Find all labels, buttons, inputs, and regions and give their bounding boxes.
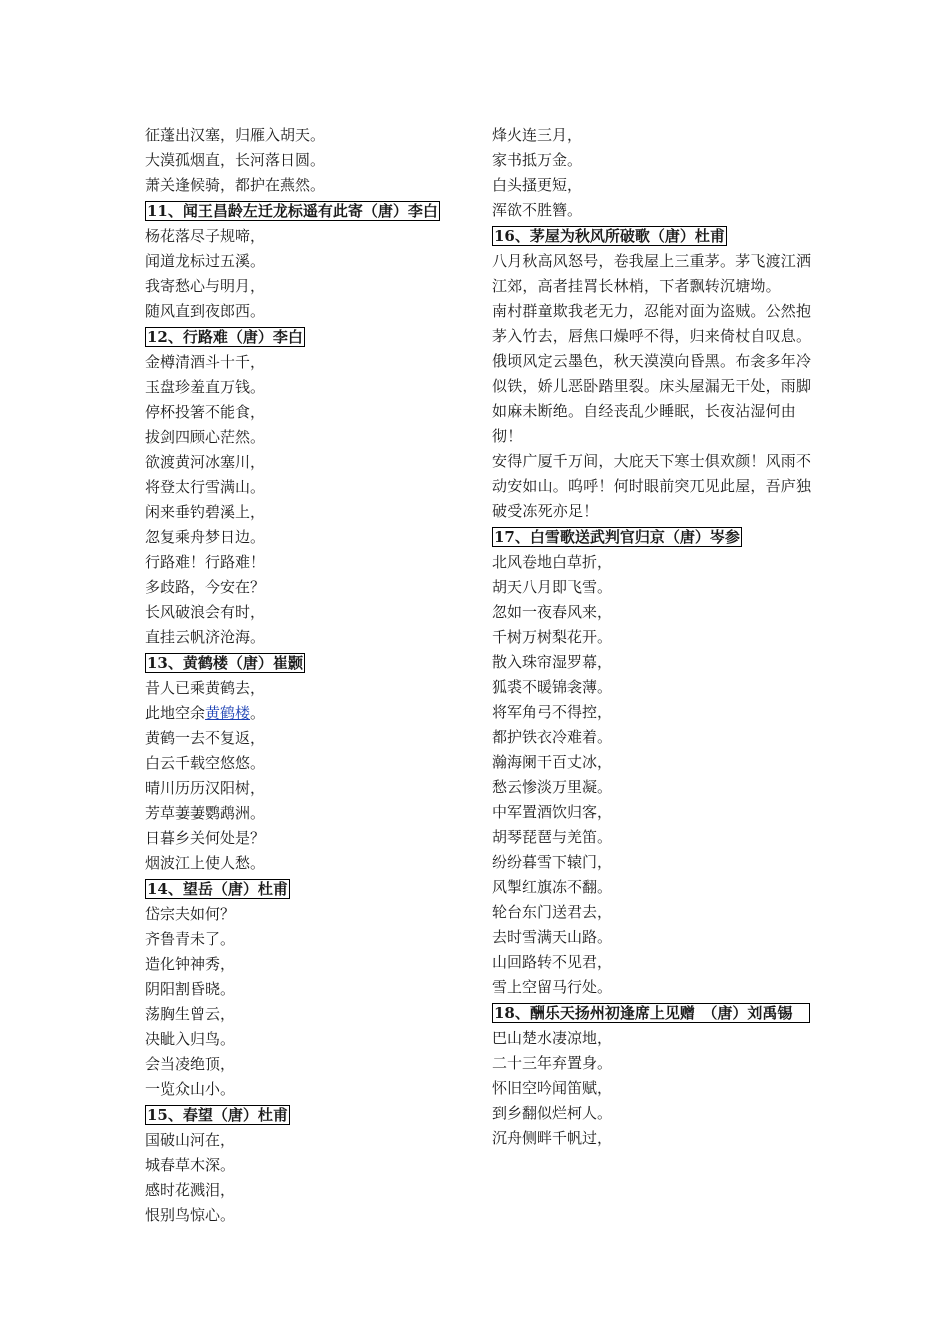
poem-10-tail xyxy=(145,123,475,198)
poem-14-body xyxy=(145,902,475,1102)
verse-line: 轮台东门送君去， xyxy=(492,903,613,921)
verse-line: 多歧路，今安在？ xyxy=(145,578,266,596)
verse-line: 黄鹤一去不复返， xyxy=(145,729,266,747)
verse-line: 白云千载空悠悠。 xyxy=(145,754,266,772)
verse-line xyxy=(145,701,475,726)
verse-line: 大漠孤烟直，长河落日圆。 xyxy=(145,151,326,169)
verse-paragraph: 俄顷风定云墨色，秋天漠漠向昏黑。布衾多年冷似铁，娇儿恶卧踏里裂。床头屋漏无干处，雨脚如麻未断绝。自经丧乱少睡眠，长夜沾湿何由彻！ xyxy=(492,352,812,445)
verse-line: 国破山河在， xyxy=(145,1131,236,1149)
verse-line: 去时雪满天山路。 xyxy=(492,928,613,946)
verse-line: 荡胸生曾云， xyxy=(145,1005,236,1023)
verse-line: 晴川历历汉阳树， xyxy=(145,779,266,797)
huanghelou-link[interactable]: 黄鹤楼 xyxy=(205,704,251,722)
verse-line: 白头搔更短， xyxy=(492,176,583,194)
verse-text: 此地空余 xyxy=(145,704,206,722)
verse-line: 日暮乡关何处是？ xyxy=(145,829,266,847)
verse-line: 中军置酒饮归客， xyxy=(492,803,613,821)
verse-line: 随风直到夜郎西。 xyxy=(145,302,266,320)
verse-line: 芳草萋萋鹦鹉洲。 xyxy=(145,804,266,822)
verse-paragraph: 八月秋高风怒号，卷我屋上三重茅。茅飞渡江洒江郊，高者挂罥长林梢，下者飘转沉塘坳。 xyxy=(492,252,812,295)
verse-line: 到乡翻似烂柯人。 xyxy=(492,1104,613,1122)
verse-line: 都护铁衣冷难着。 xyxy=(492,728,613,746)
left-column xyxy=(145,123,475,1228)
verse-line: 萧关逢候骑，都护在燕然。 xyxy=(145,176,326,194)
verse-line: 阴阳割昏晓。 xyxy=(145,980,236,998)
verse-line: 二十三年弃置身。 xyxy=(492,1054,613,1072)
verse-line: 千树万树梨花开。 xyxy=(492,628,613,646)
verse-line: 停杯投箸不能食， xyxy=(145,403,266,421)
verse-line: 将军角弓不得控， xyxy=(492,703,613,721)
verse-line: 胡琴琵琶与羌笛。 xyxy=(492,828,613,846)
poem-11-title: 11、闻王昌龄左迁龙标遥有此寄（唐）李白 xyxy=(147,202,438,220)
verse-line: 岱宗夫如何？ xyxy=(145,905,236,923)
verse-line: 闲来垂钓碧溪上， xyxy=(145,503,266,521)
verse-line: 家书抵万金。 xyxy=(492,151,583,169)
verse-line: 决眦入归鸟。 xyxy=(145,1030,236,1048)
verse-line: 金樽清酒斗十千， xyxy=(145,353,266,371)
poem-17-title: 17、白雪歌送武判官归京（唐）岑参 xyxy=(494,528,740,546)
verse-line: 征蓬出汉塞，归雁入胡天。 xyxy=(145,126,326,144)
poem-12-body xyxy=(145,350,475,650)
verse-line: 纷纷暮雪下辕门， xyxy=(492,853,613,871)
verse-text: 。 xyxy=(250,704,266,722)
verse-line: 恨别鸟惊心。 xyxy=(145,1206,236,1224)
poem-15-body xyxy=(145,1128,475,1228)
verse-line: 城春草木深。 xyxy=(145,1156,236,1174)
verse-line: 烟波江上使人愁。 xyxy=(145,854,266,872)
verse-line: 雪上空留马行处。 xyxy=(492,978,613,996)
verse-line: 愁云惨淡万里凝。 xyxy=(492,778,613,796)
verse-line: 昔人已乘黄鹤去， xyxy=(145,679,266,697)
poem-12-title: 12、行路难（唐）李白 xyxy=(147,328,303,346)
poem-18-body xyxy=(492,1026,822,1151)
poem-13-title: 13、黄鹤楼（唐）崔颢 xyxy=(147,654,303,672)
verse-line: 北风卷地白草折， xyxy=(492,553,613,571)
poem-18-title: 18、酬乐天扬州初逢席上见赠 （唐）刘禹锡 xyxy=(492,1003,810,1023)
verse-line: 巴山楚水凄凉地， xyxy=(492,1029,613,1047)
verse-line: 会当凌绝顶， xyxy=(145,1055,236,1073)
verse-line: 欲渡黄河冰塞川， xyxy=(145,453,266,471)
verse-line: 直挂云帆济沧海。 xyxy=(145,628,266,646)
poem-16-body xyxy=(492,249,822,524)
verse-line: 忽复乘舟梦日边。 xyxy=(145,528,266,546)
verse-line: 我寄愁心与明月， xyxy=(145,277,266,295)
verse-line: 齐鲁青未了。 xyxy=(145,930,236,948)
verse-line: 长风破浪会有时， xyxy=(145,603,266,621)
verse-line: 怀旧空吟闻笛赋， xyxy=(492,1079,613,1097)
poem-17-body xyxy=(492,550,822,1000)
verse-line: 造化钟神秀， xyxy=(145,955,236,973)
verse-line: 山回路转不见君， xyxy=(492,953,613,971)
poem-15-tail xyxy=(492,123,822,223)
verse-paragraph: 南村群童欺我老无力，忍能对面为盗贼。公然抱茅入竹去，唇焦口燥呼不得，归来倚杖自叹息。 xyxy=(492,302,812,345)
verse-line: 忽如一夜春风来， xyxy=(492,603,613,621)
poem-15-title: 15、春望（唐）杜甫 xyxy=(147,1106,288,1124)
verse-line: 风掣红旗冻不翻。 xyxy=(492,878,613,896)
poem-16-title: 16、茅屋为秋风所破歌（唐）杜甫 xyxy=(494,227,725,245)
verse-line: 烽火连三月， xyxy=(492,126,583,144)
verse-line: 拔剑四顾心茫然。 xyxy=(145,428,266,446)
verse-line: 玉盘珍羞直万钱。 xyxy=(145,378,266,396)
right-column xyxy=(492,123,822,1151)
verse-line: 浑欲不胜簪。 xyxy=(492,201,583,219)
verse-line: 沉舟侧畔千帆过， xyxy=(492,1129,613,1147)
verse-line: 行路难！行路难！ xyxy=(145,553,266,571)
verse-line: 感时花溅泪， xyxy=(145,1181,236,1199)
verse-line: 狐裘不暖锦衾薄。 xyxy=(492,678,613,696)
poem-14-title: 14、望岳（唐）杜甫 xyxy=(147,880,288,898)
verse-line: 一览众山小。 xyxy=(145,1080,236,1098)
verse-line: 胡天八月即飞雪。 xyxy=(492,578,613,596)
verse-line: 闻道龙标过五溪。 xyxy=(145,252,266,270)
verse-line: 瀚海阑干百丈冰， xyxy=(492,753,613,771)
verse-line: 杨花落尽子规啼， xyxy=(145,227,266,245)
poem-11-body xyxy=(145,224,475,324)
verse-line: 将登太行雪满山。 xyxy=(145,478,266,496)
verse-line: 散入珠帘湿罗幕， xyxy=(492,653,613,671)
poem-13-body xyxy=(145,676,475,876)
verse-paragraph: 安得广厦千万间，大庇天下寒士俱欢颜！风雨不动安如山。呜呼！何时眼前突兀见此屋，吾庐独破受冻死亦足！ xyxy=(492,452,812,520)
